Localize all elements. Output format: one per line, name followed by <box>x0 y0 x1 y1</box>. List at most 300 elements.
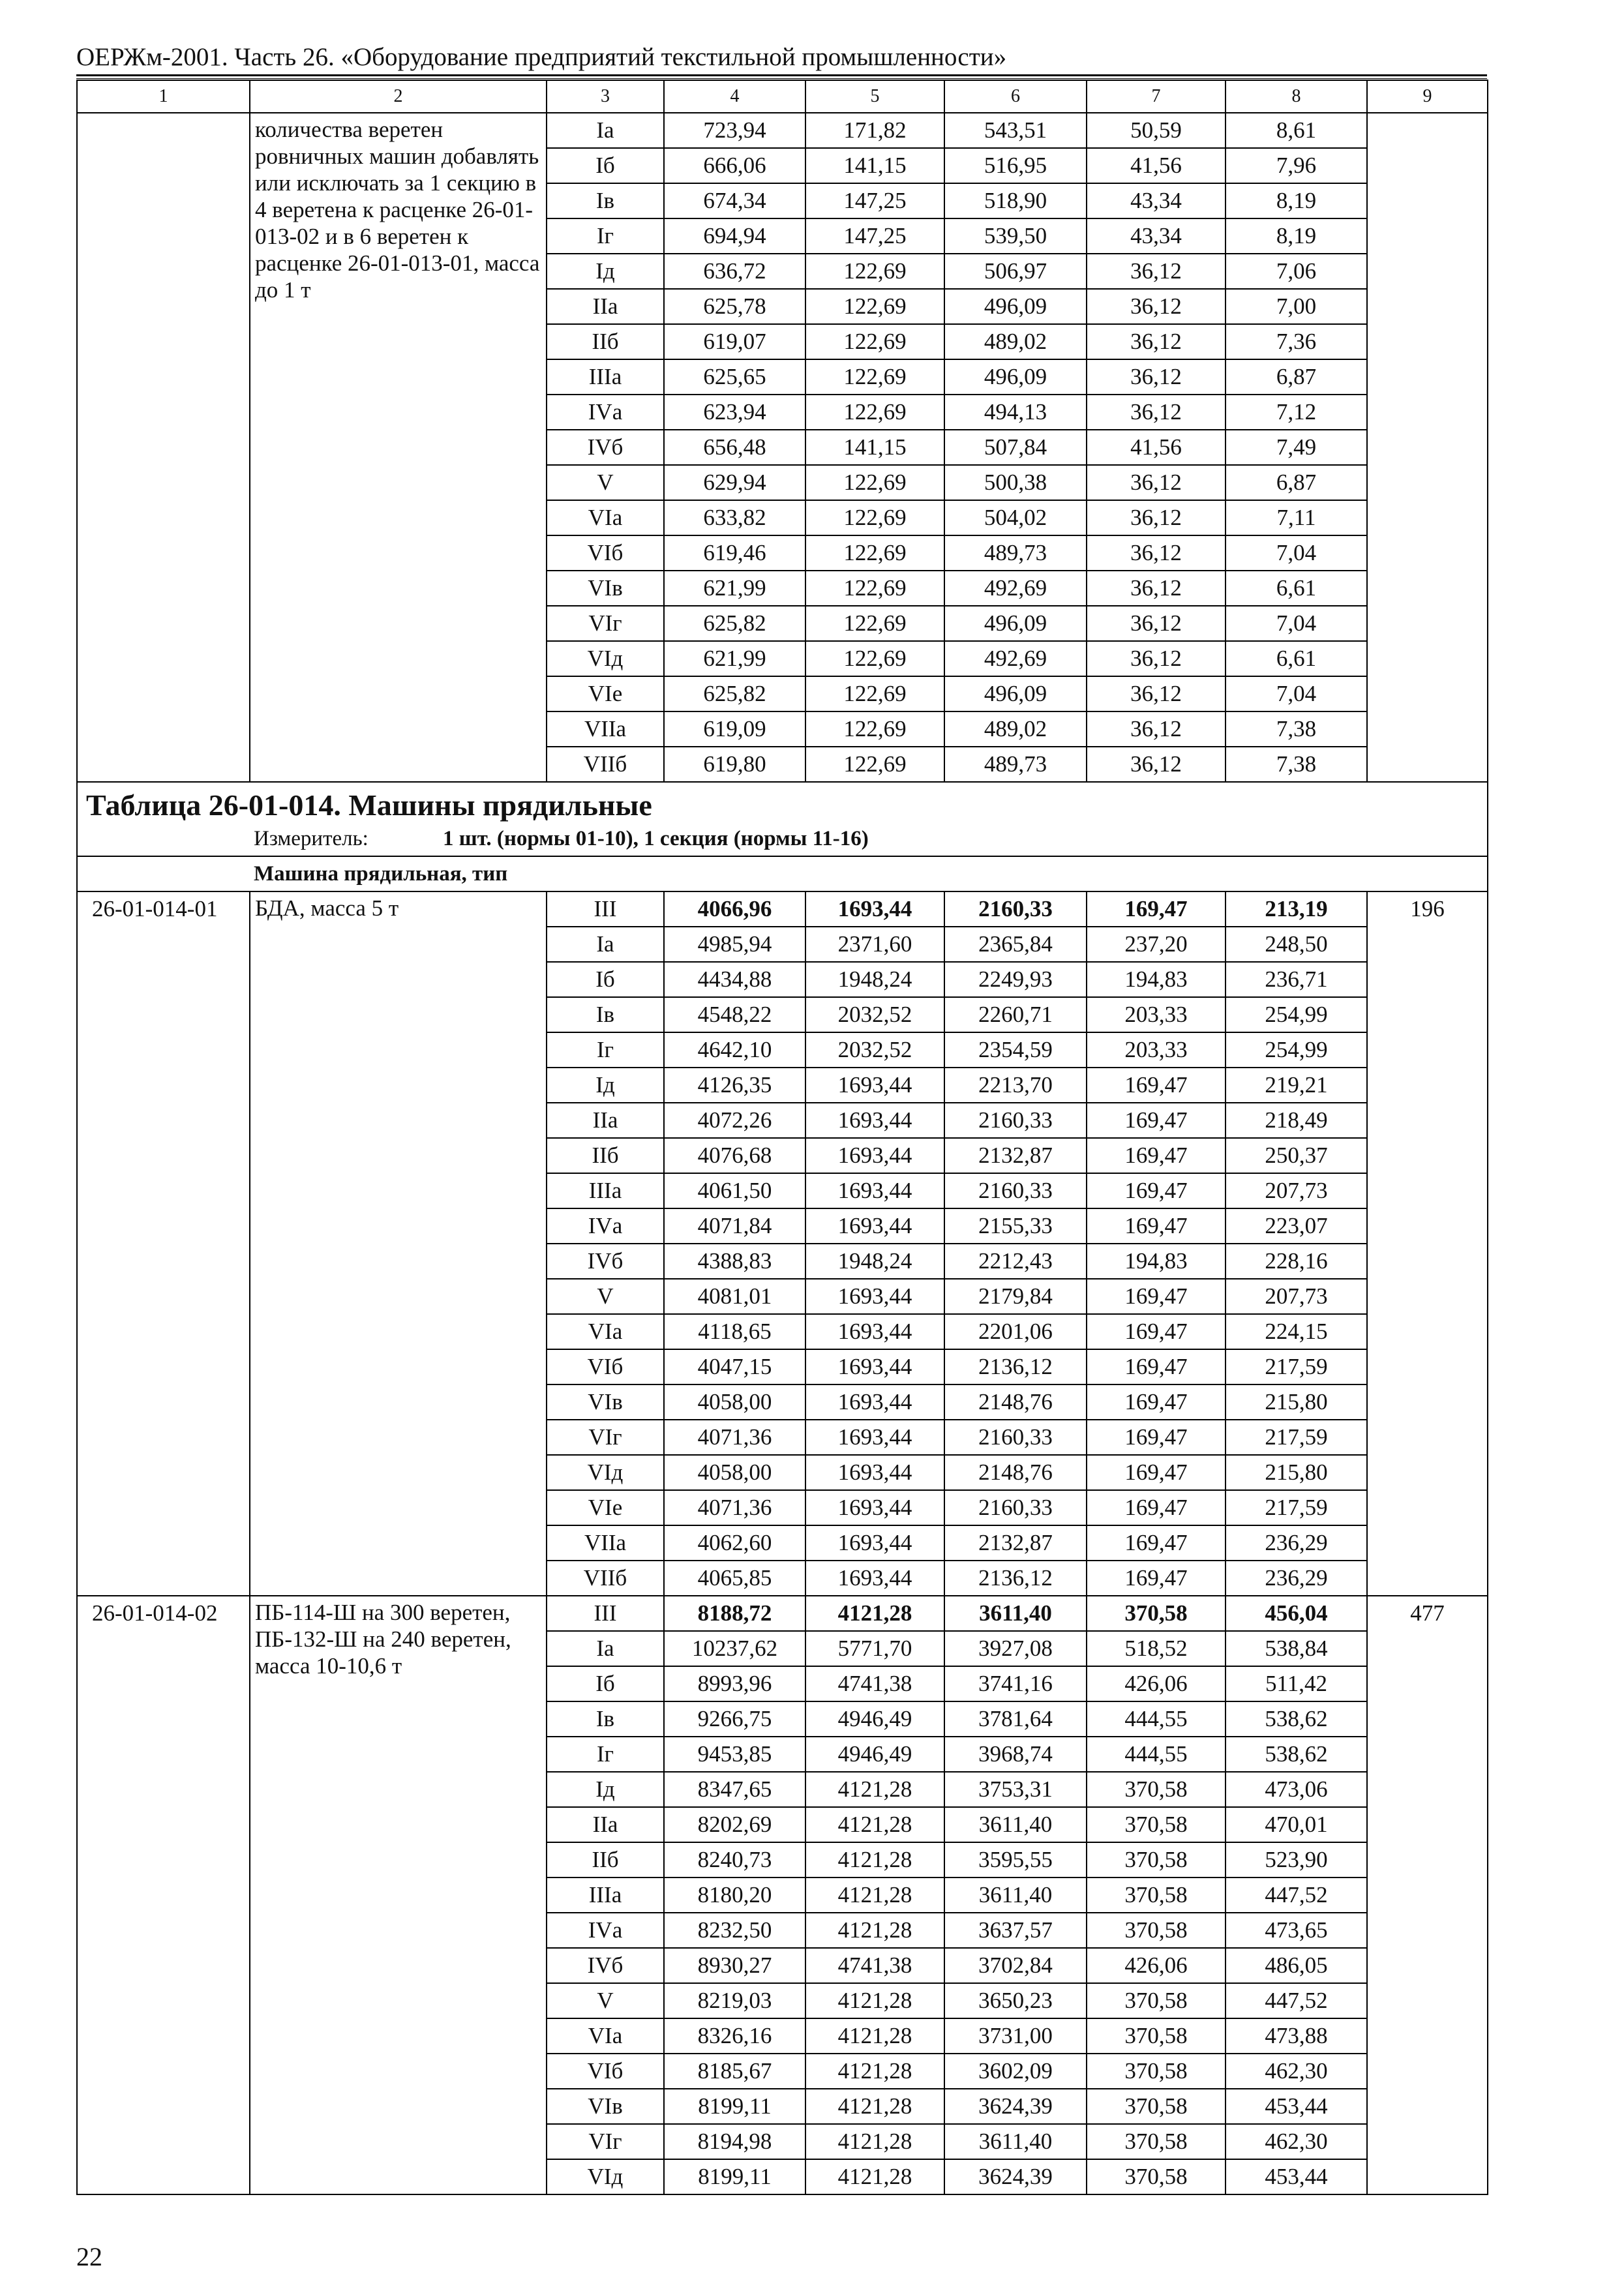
value-cell: 4642,10 <box>664 1032 805 1068</box>
page-header: ОЕРЖм-2001. Часть 26. «Оборудование предприятий текстильной промышленности» <box>76 43 1007 71</box>
value-cell: 511,42 <box>1226 1666 1367 1701</box>
value-cell: 370,58 <box>1087 2018 1226 2054</box>
value-cell: 122,69 <box>805 641 944 676</box>
value-cell: 8930,27 <box>664 1948 805 1983</box>
value-cell: 4066,96 <box>664 891 805 927</box>
value-cell: 219,21 <box>1226 1068 1367 1103</box>
value-cell: 169,47 <box>1087 1349 1226 1384</box>
value-cell: 4062,60 <box>664 1525 805 1561</box>
value-cell: 169,47 <box>1087 1279 1226 1314</box>
value-cell: 2160,33 <box>944 1420 1087 1455</box>
value-cell: 1693,44 <box>805 1525 944 1561</box>
value-cell: 122,69 <box>805 465 944 500</box>
zone-cell: VIд <box>547 1455 664 1490</box>
column-header-row <box>77 80 1488 113</box>
value-cell: 3611,40 <box>944 1878 1087 1913</box>
value-cell: 50,59 <box>1087 113 1226 148</box>
measure-value: 1 шт. (нормы 01-10), 1 секция (нормы 11-16) <box>443 827 869 850</box>
zone-cell: Iб <box>547 962 664 997</box>
value-cell: 169,47 <box>1087 1138 1226 1173</box>
value-cell: 625,82 <box>664 606 805 641</box>
value-cell: 9266,75 <box>664 1701 805 1737</box>
value-cell: 36,12 <box>1087 606 1226 641</box>
value-cell: 1693,44 <box>805 891 944 927</box>
value-cell: 3595,55 <box>944 1842 1087 1878</box>
value-cell: 1693,44 <box>805 1208 944 1244</box>
zone-cell: V <box>547 1279 664 1314</box>
value-cell: 217,59 <box>1226 1349 1367 1384</box>
value-cell: 4985,94 <box>664 927 805 962</box>
value-cell: 2148,76 <box>944 1384 1087 1420</box>
value-cell: 203,33 <box>1087 997 1226 1032</box>
zone-cell: IIб <box>547 1138 664 1173</box>
value-cell: 1948,24 <box>805 962 944 997</box>
zone-cell: IVа <box>547 1913 664 1948</box>
value-cell: 538,84 <box>1226 1631 1367 1666</box>
zone-cell: VIа <box>547 500 664 535</box>
value-cell: 8199,11 <box>664 2089 805 2124</box>
value-cell: 4072,26 <box>664 1103 805 1138</box>
value-cell: 4121,28 <box>805 1772 944 1807</box>
value-cell: 2032,52 <box>805 997 944 1032</box>
value-cell: 141,15 <box>805 148 944 183</box>
value-cell: 2160,33 <box>944 1490 1087 1525</box>
value-cell: 237,20 <box>1087 927 1226 962</box>
zone-cell: IIIа <box>547 1173 664 1208</box>
value-cell: 217,59 <box>1226 1420 1367 1455</box>
value-cell: 36,12 <box>1087 465 1226 500</box>
value-cell: 1693,44 <box>805 1420 944 1455</box>
value-cell: 36,12 <box>1087 359 1226 395</box>
value-cell: 1693,44 <box>805 1561 944 1596</box>
value-cell: 122,69 <box>805 500 944 535</box>
value-cell: 4071,36 <box>664 1490 805 1525</box>
measure-line <box>78 824 1487 856</box>
value-cell: 218,49 <box>1226 1103 1367 1138</box>
value-cell: 539,50 <box>944 218 1087 254</box>
value-cell: 426,06 <box>1087 1948 1226 1983</box>
value-cell: 2201,06 <box>944 1314 1087 1349</box>
zone-cell: IIIа <box>547 359 664 395</box>
value-cell: 4121,28 <box>805 1596 944 1631</box>
value-cell: 538,62 <box>1226 1737 1367 1772</box>
value-cell: 4058,00 <box>664 1455 805 1490</box>
value-cell: 169,47 <box>1087 1314 1226 1349</box>
zone-cell: VIе <box>547 1490 664 1525</box>
zone-cell: VIг <box>547 2124 664 2159</box>
value-cell: 169,47 <box>1087 1490 1226 1525</box>
zone-cell: Iв <box>547 183 664 218</box>
rate-code <box>77 113 250 782</box>
value-cell: 8347,65 <box>664 1772 805 1807</box>
value-cell: 370,58 <box>1087 2089 1226 2124</box>
value-cell: 2249,93 <box>944 962 1087 997</box>
column-header: 1 <box>77 80 250 113</box>
value-cell: 3781,64 <box>944 1701 1087 1737</box>
value-cell: 496,09 <box>944 676 1087 711</box>
value-cell: 6,87 <box>1226 465 1367 500</box>
value-cell: 370,58 <box>1087 1842 1226 1878</box>
value-cell: 169,47 <box>1087 1420 1226 1455</box>
col9-value: 477 <box>1367 1596 1488 2194</box>
value-cell: 4121,28 <box>805 1983 944 2018</box>
value-cell: 666,06 <box>664 148 805 183</box>
value-cell: 4121,28 <box>805 2159 944 2194</box>
value-cell: 236,71 <box>1226 962 1367 997</box>
value-cell: 2212,43 <box>944 1244 1087 1279</box>
value-cell: 2132,87 <box>944 1138 1087 1173</box>
value-cell: 723,94 <box>664 113 805 148</box>
zone-cell: V <box>547 1983 664 2018</box>
value-cell: 4121,28 <box>805 2054 944 2089</box>
value-cell: 7,04 <box>1226 606 1367 641</box>
value-cell: 7,00 <box>1226 289 1367 324</box>
zone-cell: IVа <box>547 395 664 430</box>
value-cell: 3611,40 <box>944 2124 1087 2159</box>
value-cell: 3602,09 <box>944 2054 1087 2089</box>
value-cell: 228,16 <box>1226 1244 1367 1279</box>
value-cell: 7,38 <box>1226 711 1367 747</box>
value-cell: 473,65 <box>1226 1913 1367 1948</box>
value-cell: 6,61 <box>1226 641 1367 676</box>
rates-table <box>76 80 1488 2195</box>
value-cell: 507,84 <box>944 430 1087 465</box>
value-cell: 4061,50 <box>664 1173 805 1208</box>
value-cell: 224,15 <box>1226 1314 1367 1349</box>
value-cell: 1693,44 <box>805 1138 944 1173</box>
value-cell: 496,09 <box>944 289 1087 324</box>
value-cell: 1693,44 <box>805 1384 944 1420</box>
value-cell: 2260,71 <box>944 997 1087 1032</box>
value-cell: 122,69 <box>805 606 944 641</box>
value-cell: 516,95 <box>944 148 1087 183</box>
value-cell: 8,19 <box>1226 218 1367 254</box>
value-cell: 4121,28 <box>805 2089 944 2124</box>
value-cell: 2371,60 <box>805 927 944 962</box>
value-cell: 625,78 <box>664 289 805 324</box>
zone-cell: VIв <box>547 1384 664 1420</box>
value-cell: 169,47 <box>1087 891 1226 927</box>
value-cell: 453,44 <box>1226 2089 1367 2124</box>
value-cell: 2160,33 <box>944 1103 1087 1138</box>
value-cell: 370,58 <box>1087 1772 1226 1807</box>
zone-cell: Iг <box>547 1032 664 1068</box>
value-cell: 496,09 <box>944 359 1087 395</box>
value-cell: 122,69 <box>805 571 944 606</box>
value-cell: 2354,59 <box>944 1032 1087 1068</box>
value-cell: 444,55 <box>1087 1701 1226 1737</box>
value-cell: 194,83 <box>1087 962 1226 997</box>
zone-cell: VIг <box>547 606 664 641</box>
value-cell: 518,52 <box>1087 1631 1226 1666</box>
value-cell: 8326,16 <box>664 2018 805 2054</box>
value-cell: 3702,84 <box>944 1948 1087 1983</box>
value-cell: 2365,84 <box>944 927 1087 962</box>
value-cell: 4058,00 <box>664 1384 805 1420</box>
zone-cell: Iд <box>547 1068 664 1103</box>
value-cell: 122,69 <box>805 711 944 747</box>
value-cell: 3611,40 <box>944 1596 1087 1631</box>
zone-cell: VIе <box>547 676 664 711</box>
value-cell: 36,12 <box>1087 676 1226 711</box>
value-cell: 4071,36 <box>664 1420 805 1455</box>
group-title: Машина прядильная, тип <box>77 856 1488 891</box>
value-cell: 2148,76 <box>944 1455 1087 1490</box>
value-cell: 10237,62 <box>664 1631 805 1666</box>
zone-cell: VIа <box>547 1314 664 1349</box>
rate-description: БДА, масса 5 т <box>250 891 547 1596</box>
value-cell: 194,83 <box>1087 1244 1226 1279</box>
value-cell: 9453,85 <box>664 1737 805 1772</box>
value-cell: 506,97 <box>944 254 1087 289</box>
value-cell: 447,52 <box>1226 1983 1367 2018</box>
value-cell: 1948,24 <box>805 1244 944 1279</box>
value-cell: 619,80 <box>664 747 805 782</box>
value-cell: 147,25 <box>805 218 944 254</box>
table-row <box>77 1596 1488 1631</box>
value-cell: 36,12 <box>1087 535 1226 571</box>
value-cell: 7,06 <box>1226 254 1367 289</box>
value-cell: 1693,44 <box>805 1103 944 1138</box>
value-cell: 122,69 <box>805 359 944 395</box>
value-cell: 489,73 <box>944 535 1087 571</box>
value-cell: 489,02 <box>944 711 1087 747</box>
value-cell: 2032,52 <box>805 1032 944 1068</box>
value-cell: 8202,69 <box>664 1807 805 1842</box>
value-cell: 43,34 <box>1087 183 1226 218</box>
value-cell: 8194,98 <box>664 2124 805 2159</box>
value-cell: 496,09 <box>944 606 1087 641</box>
value-cell: 8240,73 <box>664 1842 805 1878</box>
value-cell: 2155,33 <box>944 1208 1087 1244</box>
value-cell: 122,69 <box>805 676 944 711</box>
value-cell: 2213,70 <box>944 1068 1087 1103</box>
zone-cell: VIд <box>547 641 664 676</box>
zone-cell: III <box>547 1596 664 1631</box>
value-cell: 370,58 <box>1087 2124 1226 2159</box>
zone-cell: Iд <box>547 1772 664 1807</box>
value-cell: 169,47 <box>1087 1561 1226 1596</box>
value-cell: 8199,11 <box>664 2159 805 2194</box>
value-cell: 625,82 <box>664 676 805 711</box>
zone-cell: VIб <box>547 2054 664 2089</box>
value-cell: 8185,67 <box>664 2054 805 2089</box>
value-cell: 7,11 <box>1226 500 1367 535</box>
zone-cell: Iа <box>547 1631 664 1666</box>
zone-cell: Iв <box>547 1701 664 1737</box>
value-cell: 656,48 <box>664 430 805 465</box>
rate-code: 26-01-014-01 <box>77 891 250 1596</box>
zone-cell: Iг <box>547 218 664 254</box>
value-cell: 3968,74 <box>944 1737 1087 1772</box>
value-cell: 223,07 <box>1226 1208 1367 1244</box>
zone-cell: Iб <box>547 148 664 183</box>
value-cell: 489,73 <box>944 747 1087 782</box>
value-cell: 36,12 <box>1087 395 1226 430</box>
value-cell: 4081,01 <box>664 1279 805 1314</box>
zone-cell: VIв <box>547 571 664 606</box>
value-cell: 236,29 <box>1226 1561 1367 1596</box>
value-cell: 6,61 <box>1226 571 1367 606</box>
rate-code: 26-01-014-02 <box>77 1596 250 2194</box>
zone-cell: Iв <box>547 997 664 1032</box>
value-cell: 8188,72 <box>664 1596 805 1631</box>
value-cell: 3611,40 <box>944 1807 1087 1842</box>
zone-cell: Iд <box>547 254 664 289</box>
value-cell: 370,58 <box>1087 1596 1226 1631</box>
zone-cell: VIIб <box>547 1561 664 1596</box>
value-cell: 4946,49 <box>805 1737 944 1772</box>
value-cell: 619,09 <box>664 711 805 747</box>
zone-cell: V <box>547 465 664 500</box>
zone-cell: VIд <box>547 2159 664 2194</box>
value-cell: 444,55 <box>1087 1737 1226 1772</box>
value-cell: 470,01 <box>1226 1807 1367 1842</box>
value-cell: 500,38 <box>944 465 1087 500</box>
value-cell: 1693,44 <box>805 1068 944 1103</box>
value-cell: 6,87 <box>1226 359 1367 395</box>
value-cell: 4065,85 <box>664 1561 805 1596</box>
value-cell: 41,56 <box>1087 148 1226 183</box>
value-cell: 4388,83 <box>664 1244 805 1279</box>
value-cell: 169,47 <box>1087 1173 1226 1208</box>
value-cell: 4076,68 <box>664 1138 805 1173</box>
value-cell: 619,07 <box>664 324 805 359</box>
value-cell: 3753,31 <box>944 1772 1087 1807</box>
header-rule <box>76 74 1487 79</box>
column-header: 4 <box>664 80 805 113</box>
value-cell: 486,05 <box>1226 1948 1367 1983</box>
value-cell: 504,02 <box>944 500 1087 535</box>
zone-cell: Iа <box>547 927 664 962</box>
value-cell: 2179,84 <box>944 1279 1087 1314</box>
value-cell: 217,59 <box>1226 1490 1367 1525</box>
zone-cell: IVб <box>547 1244 664 1279</box>
value-cell: 489,02 <box>944 324 1087 359</box>
value-cell: 370,58 <box>1087 2054 1226 2089</box>
value-cell: 4121,28 <box>805 1913 944 1948</box>
value-cell: 4741,38 <box>805 1666 944 1701</box>
value-cell: 3741,16 <box>944 1666 1087 1701</box>
zone-cell: VIIа <box>547 1525 664 1561</box>
value-cell: 473,88 <box>1226 2018 1367 2054</box>
rate-description: количества веретен ровничных машин добавлять или исключать за 1 секцию в 4 веретена к расценке 26-01-013-02 и в 6 веретен к расценке 26-01-013-01, масса до 1 т <box>250 113 547 782</box>
value-cell: 169,47 <box>1087 1103 1226 1138</box>
value-cell: 447,52 <box>1226 1878 1367 1913</box>
zone-cell: Iг <box>547 1737 664 1772</box>
value-cell: 7,04 <box>1226 535 1367 571</box>
value-cell: 370,58 <box>1087 1878 1226 1913</box>
value-cell: 1693,44 <box>805 1349 944 1384</box>
value-cell: 7,96 <box>1226 148 1367 183</box>
value-cell: 621,99 <box>664 571 805 606</box>
zone-cell: IVб <box>547 1948 664 1983</box>
value-cell: 473,06 <box>1226 1772 1367 1807</box>
value-cell: 122,69 <box>805 395 944 430</box>
zone-cell: IIб <box>547 1842 664 1878</box>
value-cell: 141,15 <box>805 430 944 465</box>
group-row <box>77 856 1488 891</box>
value-cell: 254,99 <box>1226 997 1367 1032</box>
zone-cell: VIб <box>547 1349 664 1384</box>
value-cell: 169,47 <box>1087 1455 1226 1490</box>
table-row <box>77 891 1488 927</box>
column-header: 3 <box>547 80 664 113</box>
value-cell: 4121,28 <box>805 1878 944 1913</box>
value-cell: 203,33 <box>1087 1032 1226 1068</box>
table-title: Таблица 26-01-014. Машины прядильные <box>86 788 652 822</box>
value-cell: 370,58 <box>1087 1807 1226 1842</box>
value-cell: 636,72 <box>664 254 805 289</box>
value-cell: 2136,12 <box>944 1349 1087 1384</box>
value-cell: 169,47 <box>1087 1068 1226 1103</box>
zone-cell: Iа <box>547 113 664 148</box>
value-cell: 169,47 <box>1087 1208 1226 1244</box>
value-cell: 625,65 <box>664 359 805 395</box>
value-cell: 36,12 <box>1087 641 1226 676</box>
value-cell: 633,82 <box>664 500 805 535</box>
column-header: 9 <box>1367 80 1488 113</box>
value-cell: 36,12 <box>1087 324 1226 359</box>
table-row <box>77 113 1488 148</box>
column-header: 5 <box>805 80 944 113</box>
zone-cell: VIIа <box>547 711 664 747</box>
value-cell: 36,12 <box>1087 289 1226 324</box>
value-cell: 4741,38 <box>805 1948 944 1983</box>
value-cell: 694,94 <box>664 218 805 254</box>
zone-cell: VIг <box>547 1420 664 1455</box>
column-header: 8 <box>1226 80 1367 113</box>
value-cell: 36,12 <box>1087 571 1226 606</box>
zone-cell: IIа <box>547 1807 664 1842</box>
value-cell: 462,30 <box>1226 2054 1367 2089</box>
column-header: 2 <box>250 80 547 113</box>
value-cell: 2160,33 <box>944 891 1087 927</box>
value-cell: 4126,35 <box>664 1068 805 1103</box>
zone-cell: IIа <box>547 1103 664 1138</box>
value-cell: 4434,88 <box>664 962 805 997</box>
zone-cell: VIа <box>547 2018 664 2054</box>
value-cell: 122,69 <box>805 747 944 782</box>
value-cell: 41,56 <box>1087 430 1226 465</box>
value-cell: 4946,49 <box>805 1701 944 1737</box>
value-cell: 3927,08 <box>944 1631 1087 1666</box>
zone-cell: VIIб <box>547 747 664 782</box>
value-cell: 494,13 <box>944 395 1087 430</box>
value-cell: 169,47 <box>1087 1384 1226 1420</box>
value-cell: 36,12 <box>1087 254 1226 289</box>
value-cell: 122,69 <box>805 324 944 359</box>
value-cell: 426,06 <box>1087 1666 1226 1701</box>
value-cell: 215,80 <box>1226 1455 1367 1490</box>
table-title-cell <box>77 782 1488 856</box>
value-cell: 122,69 <box>805 535 944 571</box>
value-cell: 492,69 <box>944 641 1087 676</box>
value-cell: 3637,57 <box>944 1913 1087 1948</box>
zone-cell: IIIа <box>547 1878 664 1913</box>
value-cell: 370,58 <box>1087 1913 1226 1948</box>
value-cell: 213,19 <box>1226 891 1367 927</box>
zone-cell: VIб <box>547 535 664 571</box>
column-header: 7 <box>1087 80 1226 113</box>
col9-value: 196 <box>1367 891 1488 1596</box>
value-cell: 215,80 <box>1226 1384 1367 1420</box>
value-cell: 207,73 <box>1226 1279 1367 1314</box>
table-title-row <box>77 782 1488 856</box>
value-cell: 248,50 <box>1226 927 1367 962</box>
value-cell: 3624,39 <box>944 2159 1087 2194</box>
value-cell: 1693,44 <box>805 1279 944 1314</box>
